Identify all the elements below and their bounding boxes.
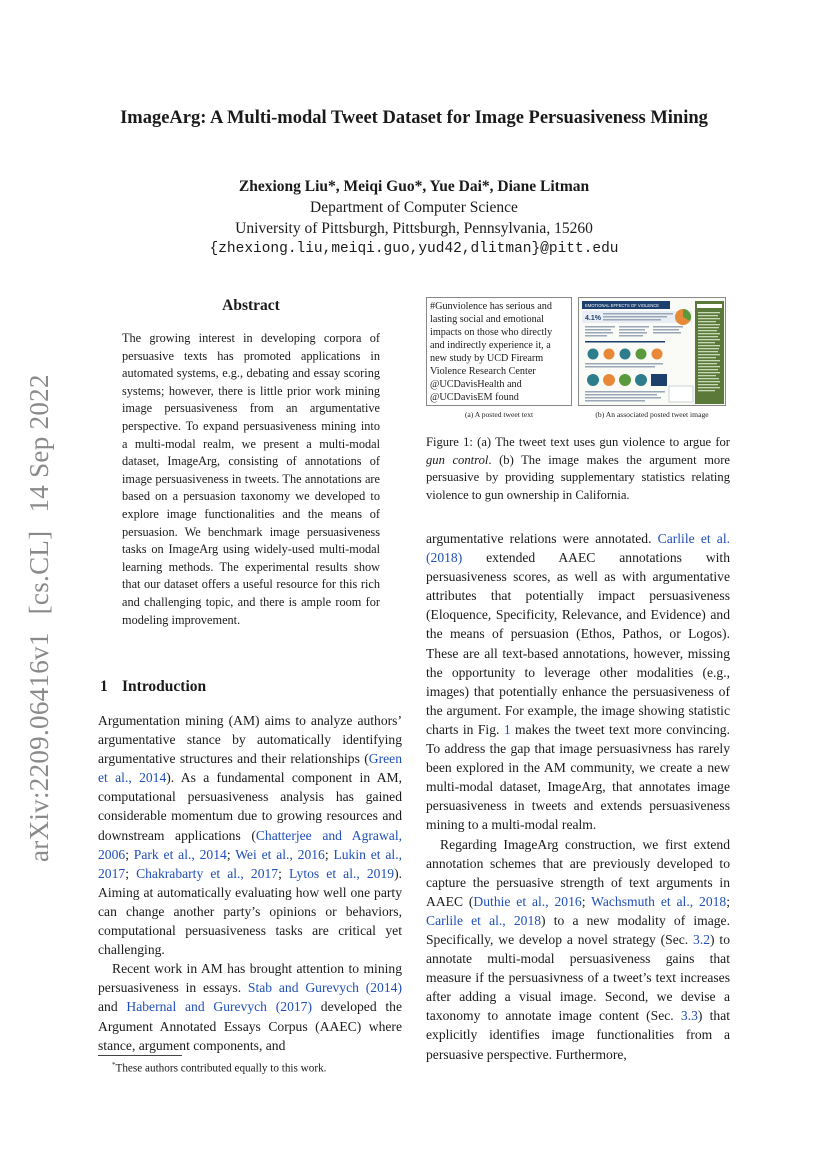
citation-link[interactable]: Wei et al., 2016 <box>235 846 325 862</box>
section-number: 1 <box>100 678 108 695</box>
figure-label: Figure 1: <box>426 435 473 449</box>
author-names: Zhexiong Liu*, Meiqi Guo*, Yue Dai*, Diane Litman <box>238 178 590 195</box>
text-span: ; <box>278 865 289 881</box>
text-span: (a) The tweet text uses gun violence to argue for <box>472 435 731 449</box>
right-column-body <box>426 529 730 1064</box>
text-span: ; <box>226 846 236 862</box>
section-reference-link[interactable]: 3.2 <box>693 931 711 947</box>
text-span: ; <box>726 893 730 909</box>
poster-heading: EMOTIONAL EFFECTS OF VIOLENCE <box>585 303 660 309</box>
citation-link[interactable]: Carlile et al., 2018 <box>426 912 542 928</box>
arxiv-date: 14 Sep 2022 <box>24 374 54 513</box>
text-span: Recent work in AM has brought attention to mining persuasiveness in essays. <box>98 961 402 996</box>
section-title: Introduction <box>122 678 207 695</box>
citation-link[interactable]: Lytos et al., 2019 <box>288 865 395 881</box>
section-reference-link[interactable]: 3.3 <box>680 1008 698 1024</box>
intro-paragraph-1 <box>98 711 402 959</box>
left-column-body <box>98 711 402 1055</box>
affiliation: University of Pittsburgh, Pittsburgh, Pennsylvania, 15260 <box>235 220 593 237</box>
text-span: developed the Argument Annotated Essays Corpus (AAEC) where stance, argument components, and <box>98 999 403 1053</box>
arxiv-id: arXiv:2209.06416v1 <box>24 632 54 862</box>
paper-title: ImageArg: A Multi-modal Tweet Dataset for Image Persuasiveness Mining <box>120 108 708 128</box>
citation-link[interactable]: Park et al., 2014 <box>133 846 227 862</box>
text-span: ) that explicitly identifies image functionalities from a persuasive perspective. Furthermore, <box>426 1008 731 1062</box>
text-span: ; <box>324 846 334 862</box>
author-block <box>100 176 728 260</box>
text-span: and <box>98 999 127 1015</box>
citation-link[interactable]: Lukin et al., 2017 <box>98 846 402 881</box>
intro-paragraph-2 <box>98 959 402 1054</box>
tweet-text-panel: #Gunviolence has serious and lasting social and emotional impacts on those who directly and indirectly experience it, a new study by UCD Firearm Violence Research Center @UCDavisHealth and @UCDavisEM found <box>426 297 572 406</box>
text-span: ). As a fundamental component in AM, computational persuasiveness analysis has gained considerable momentum due to growing resources and downstream applications ( <box>98 770 402 843</box>
figure-reference-link[interactable]: 1 <box>503 721 511 737</box>
footnote-rule <box>98 1055 182 1056</box>
citation-link[interactable]: Chatterjee and Agrawal, 2006 <box>98 827 402 862</box>
arxiv-category: [cs.CL] <box>24 530 54 615</box>
text-span: ; <box>125 865 137 881</box>
department: Department of Computer Science <box>310 199 518 216</box>
text-span: . (b) The image makes the argument more persuasive by providing supplementary statistics relating violence to gun ownership in California. <box>426 452 731 502</box>
citation-link[interactable]: Stab and Gurevych (2014) <box>247 980 402 996</box>
citation-link[interactable]: Habernal and Gurevych (2017) <box>126 999 312 1015</box>
footnote-text: These authors contributed equally to this work. <box>115 1062 327 1075</box>
text-span: ). Aiming at automatically evaluating how well one party can change another party’s opinions or behaviors, computational persuasiveness tasks are critical yet challenging. <box>98 865 402 958</box>
figure-subcaption-a: (a) A posted tweet text <box>464 410 534 419</box>
citation-link[interactable]: Chakrabarty et al., 2017 <box>136 865 279 881</box>
text-span: ; <box>125 846 134 862</box>
abstract-heading: Abstract <box>222 297 280 314</box>
text-span: ) to annotate multi-modal persuasiveness gains that measure if the persuasivness of a tweet’s text increases after adding a visual image. Second, we devise a taxonomy to annotate image content (Sec. <box>426 931 730 1024</box>
text-span: Regarding ImageArg construction, we first extend annotation schemes that are previously developed to capture the persuasive strength of text arguments in AAEC ( <box>426 836 730 909</box>
text-span: ; <box>581 893 592 909</box>
text-span: Argumentation mining (AM) aims to analyze authors’ argumentative stance by automatically identifying argumentative structures and their relationships ( <box>98 713 402 767</box>
citation-link[interactable]: Duthie et al., 2016 <box>473 893 582 909</box>
figure-caption <box>426 434 730 504</box>
intro-paragraph-3 <box>426 529 730 835</box>
abstract-text: The growing interest in developing corpora of persuasive texts has promoted applications in automated systems, e.g., debating and essay scoring systems; however, there is little prior work mining image persuasiveness from an argumentative perspective. To expand persuasiveness mining into a multi-modal realm, we present a multi-modal dataset, ImageArg, consisting of annotations of image persuasiveness in tweets. The annotations are based on a persuasion taxonomy we developed to explore image functionalities and the means of persuasion. We benchmark image persuasiveness tasks on ImageArg using widely-used multi-modal learning methods. The experimental results show that our dataset offers a useful resource for this rich and challenging topic, and there is ample room for modeling improvement. <box>122 331 380 627</box>
text-span: argumentative relations were annotated. <box>426 531 658 546</box>
author-emails: {zhexiong.liu,meiqi.guo,yud42,dlitman}@pitt.edu <box>209 241 619 257</box>
citation-link[interactable]: Green et al., 2014 <box>98 751 402 786</box>
figure-subcaption-b: (b) An associated posted tweet image <box>595 410 709 419</box>
footnote: *These authors contributed equally to this work. <box>112 1061 327 1075</box>
text-span: gun control <box>426 452 489 467</box>
tweet-image-panel <box>578 297 726 406</box>
intro-paragraph-4 <box>426 835 730 1064</box>
text-span: extended AAEC annotations with persuasiveness scores, as well as with argumentative attributes that potentially impact persuasiveness (Eloquence, Specificity, Relevance, and Evidence) and the means of persuasion (Ethos, Pathos, or Logos). These are all text-based annotations, however, missing the opportunity to leverage other modalities (e.g., images) that potentially enhance the persuasiveness of the argument. For example, the image showing statistic charts in Fig. <box>426 550 730 737</box>
text-span: makes the tweet text more convincing. To address the gap that image persuasivness has rarely been explored in the AM community, we create a new multi-modal dataset, ImageArg, that annotates image persuasiveness in tweets and extends persuasiveness mining to a multi-modal realm. <box>426 721 730 833</box>
text-span: ) to a new modality of image. Specifically, we develop a novel strategy (Sec. <box>426 912 730 947</box>
citation-link[interactable]: Carlile et al. (2018) <box>426 531 731 566</box>
citation-link[interactable]: Wachsmuth et al., 2018 <box>591 893 727 909</box>
poster-stat: 4.1% <box>585 315 601 322</box>
arxiv-stamp <box>24 374 55 862</box>
infographic-image <box>579 298 726 406</box>
